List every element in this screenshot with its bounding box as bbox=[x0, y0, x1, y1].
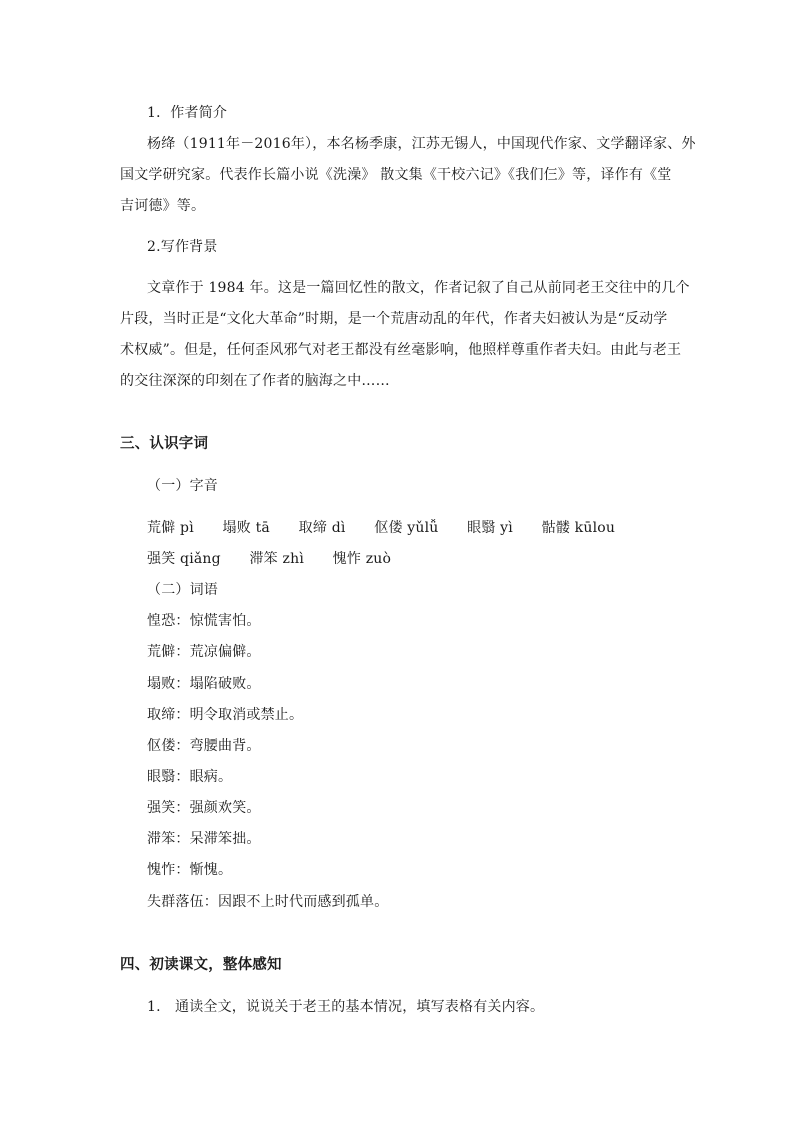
background-line-3: 术权威”。但是，任何歪风邪气对老王都没有丝毫影响，他照样尊重作者夫妇。由此与老王 bbox=[120, 342, 682, 358]
vocab-item: 愧怍：惭愧。 bbox=[147, 862, 233, 878]
background-line-4: 的交往深深的印刻在了作者的脑海之中…… bbox=[120, 373, 390, 389]
vocab-item: 强笑：强颜欢笑。 bbox=[147, 800, 261, 816]
pronunciation-item: 强笑 qiǎng bbox=[147, 551, 221, 567]
vocab-item: 伛偻：弯腰曲背。 bbox=[147, 738, 261, 754]
vocab-item: 惶恐：惊慌害怕。 bbox=[147, 613, 261, 629]
vocab-heading: （二）词语 bbox=[147, 582, 218, 598]
pronunciation-row-2 bbox=[147, 549, 391, 569]
pronunciation-item: 骷髅 kūlou bbox=[541, 520, 616, 536]
pronunciation-item: 伛偻 yǔlǚ bbox=[374, 520, 439, 536]
vocab-item: 荒僻：荒凉偏僻。 bbox=[147, 644, 261, 660]
author-heading: 1．作者简介 bbox=[147, 105, 228, 121]
author-line-1: 杨绛（1911年－2016年），本名杨季康，江苏无锡人，中国现代作家、文学翻译家、外 bbox=[147, 136, 696, 152]
vocab-item: 滞笨：呆滞笨拙。 bbox=[147, 831, 261, 847]
pronunciation-item: 塌败 tā bbox=[222, 520, 270, 536]
vocab-item: 失群落伍：因跟不上时代而感到孤单。 bbox=[147, 894, 389, 910]
vocab-item: 塌败：塌陷破败。 bbox=[147, 676, 261, 692]
pronunciation-item: 滞笨 zhì bbox=[249, 551, 305, 567]
author-line-3: 吉诃德》等。 bbox=[120, 198, 206, 214]
pronunciation-item: 取缔 dì bbox=[298, 520, 346, 536]
vocab-item: 眼翳：眼病。 bbox=[147, 769, 233, 785]
background-line-1: 文章作于 1984 年。这是一篇回忆性的散文，作者记叙了自己从前同老王交往中的几个 bbox=[147, 280, 690, 296]
background-line-2: 片段，当时正是“文化大革命”时期，是一个荒唐动乱的年代，作者夫妇被认为是“反动学 bbox=[120, 311, 668, 327]
author-line-2: 国文学研究家。代表作长篇小说《洗澡》 散文集《干校六记》《我们仨》等，译作有《堂 bbox=[120, 167, 672, 183]
pronunciation-item: 眼翳 yì bbox=[467, 520, 513, 536]
pronunciation-row-1 bbox=[147, 518, 615, 538]
section-4-heading: 四、初读课文，整体感知 bbox=[120, 956, 282, 973]
pronunciation-heading: （一）字音 bbox=[147, 478, 218, 494]
section-4-item-number: 1. bbox=[147, 999, 161, 1015]
pronunciation-item: 愧怍 zuò bbox=[332, 551, 392, 567]
pronunciation-item: 荒僻 pì bbox=[147, 520, 194, 536]
section-3-heading: 三、认识字词 bbox=[120, 435, 209, 452]
vocab-item: 取缔：明令取消或禁止。 bbox=[147, 707, 304, 723]
section-4-item-text: 通读全文，说说关于老王的基本情况，填写表格有关内容。 bbox=[175, 999, 545, 1015]
background-heading: 2.写作背景 bbox=[147, 239, 218, 255]
